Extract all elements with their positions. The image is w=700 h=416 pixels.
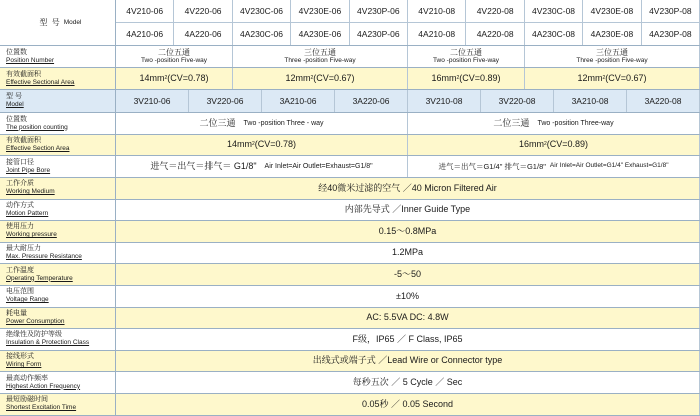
spec-label [0, 178, 116, 199]
area-4v-label [0, 68, 116, 89]
model-grid [116, 0, 700, 45]
area-value: 14mm [139, 72, 165, 83]
label-zh: 最大耐压力 [6, 245, 41, 253]
spec-row [0, 200, 700, 222]
port-label [0, 156, 116, 177]
model-cell: 4A220-08 [466, 23, 524, 45]
model-cell: 3A210-06 [262, 90, 335, 112]
spec-label [0, 394, 116, 415]
spec-value: 1.2MPa [116, 243, 700, 264]
area-cell [408, 68, 525, 89]
model-cell: 4A230E-06 [291, 23, 349, 45]
label-zh: 有效截面积 [6, 137, 41, 144]
label-zh: 接线形式 [6, 353, 34, 361]
area-sup: 2 [602, 74, 606, 81]
spec-label [0, 308, 116, 329]
model-cell: 4V220-08 [466, 0, 524, 22]
spec-row [0, 329, 700, 351]
area-cv: (CV=0.89) [459, 72, 501, 83]
spec-row [0, 286, 700, 308]
model-label-en: Model [63, 18, 82, 26]
label-zh: 绝缘性及防护等级 [6, 331, 62, 339]
position-zh: 二位五通 [158, 48, 190, 57]
spec-value: 0.15～0.8MPa [116, 221, 700, 242]
area-value: 14mm [226, 139, 252, 150]
spec-row [0, 351, 700, 373]
position-cell [233, 46, 408, 67]
area-sup: 2 [543, 141, 547, 148]
area-cv: (CV=0.78) [167, 72, 209, 83]
area-4v-row [0, 68, 700, 90]
model-cell: 4A230P-06 [350, 23, 408, 45]
position-cell [116, 46, 233, 67]
position-4v-row [0, 46, 700, 68]
label-en: Operating Temperature [6, 274, 73, 282]
label-en: Working pressure [6, 231, 57, 239]
model-cell: 4V210-06 [116, 0, 174, 22]
label-en: Position Number [6, 56, 55, 64]
area-cell [525, 68, 700, 89]
model-cell: 4V230C-06 [233, 0, 291, 22]
label-en: Model [6, 101, 24, 108]
area-sup: 2 [310, 74, 314, 81]
spec-row [0, 372, 700, 394]
area-sup: 2 [164, 74, 168, 81]
area-value: 12mm [285, 72, 311, 83]
model-cell: 3V210-08 [408, 90, 481, 112]
spec-label [0, 286, 116, 307]
port-cell-08 [408, 156, 700, 177]
model-header-row [0, 0, 700, 46]
label-en: Working Medium [6, 188, 55, 196]
model-cell: 4V230C-08 [525, 0, 583, 22]
label-en: Highest Action Frequency [6, 382, 81, 390]
label-zh: 最高动作频率 [6, 374, 48, 382]
spec-value: ±10% [116, 286, 700, 307]
area-sup: 2 [251, 141, 255, 148]
model-cell: 4A230C-08 [525, 23, 583, 45]
model-cell: 4V210-08 [408, 0, 466, 22]
label-zh: 耗电量 [6, 309, 27, 317]
label-zh: 最短励磁时间 [6, 396, 48, 404]
spec-row [0, 264, 700, 286]
area-3v-label [0, 135, 116, 155]
position-zh: 二位三通 [493, 117, 530, 128]
model-cell: 3V220-08 [481, 90, 554, 112]
label-zh: 使用压力 [6, 223, 34, 231]
port-note: Air Inlet=Air Outlet=G1/4" Exhaust=G1/8" [549, 162, 669, 170]
label-zh: 型 号 [6, 93, 22, 100]
spec-row [0, 178, 700, 200]
area-cv: (CV=0.89) [546, 139, 589, 150]
label-en: Effective Sectional Area [6, 78, 75, 86]
label-zh: 动作方式 [6, 201, 34, 209]
position-3v-label [0, 113, 116, 134]
area-value: 12mm [577, 72, 603, 83]
port-main: 进气＝出气＝排气＝ G1/8" [150, 160, 257, 171]
area-sup: 2 [456, 74, 460, 81]
model-cell: 4A220-06 [174, 23, 232, 45]
position-cell [116, 113, 408, 134]
position-en: Two -position Five-way [140, 57, 208, 64]
label-zh: 位置数 [6, 115, 27, 123]
model-cell: 3V220-06 [189, 90, 262, 112]
model-cell: 4V230E-06 [291, 0, 349, 22]
area-cv: (CV=0.78) [254, 139, 297, 150]
model-cell: 3A210-08 [554, 90, 627, 112]
position-4v-label [0, 46, 116, 67]
model-cell: 3V210-06 [116, 90, 189, 112]
label-zh: 电压范围 [6, 288, 34, 296]
spec-label [0, 200, 116, 221]
label-en: Power Consumption [6, 317, 65, 325]
area-cell [233, 68, 408, 89]
model-cell: 4V230E-08 [583, 0, 641, 22]
spec-label [0, 264, 116, 285]
position-cell [525, 46, 700, 67]
spec-label [0, 351, 116, 372]
port-main: 进气＝出气＝G1/4" 排气＝G1/8" [438, 161, 546, 171]
position-zh: 三位五通 [304, 48, 336, 57]
label-en: Motion Pattern [6, 209, 49, 217]
model-cell: 4A210-06 [116, 23, 174, 45]
area-value: 16mm [518, 139, 544, 150]
spec-label [0, 243, 116, 264]
area-cell [116, 68, 233, 89]
position-en: Two -position Five-way [432, 57, 500, 64]
area-cv: (CV=0.67) [605, 72, 647, 83]
port-cell-06 [116, 156, 408, 177]
model-3v-row [0, 90, 700, 113]
model-cell: 3A220-06 [335, 90, 408, 112]
label-en: Joint Pipe Bore [6, 166, 51, 174]
spec-value: AC: 5.5VA DC: 4.8W [116, 308, 700, 329]
model-cell: 3A220-08 [627, 90, 700, 112]
position-en: Two -position Three - way [243, 119, 324, 127]
model-cell: 4A230E-08 [583, 23, 641, 45]
area-cell [116, 135, 408, 155]
model-cell: 4A230C-06 [233, 23, 291, 45]
model-cell: 4V230P-08 [642, 0, 700, 22]
position-3v-row [0, 113, 700, 135]
model-cell: 4V230P-06 [350, 0, 408, 22]
position-zh: 三位五通 [596, 48, 628, 57]
spec-value: -5～50 [116, 264, 700, 285]
area-3v-row [0, 135, 700, 156]
port-row [0, 156, 700, 178]
spec-value: 经40微米过滤的空气 ／40 Micron Filtered Air [116, 178, 700, 199]
label-en: Shortest Excitation Time [6, 404, 77, 412]
port-note: Air Inlet=Air Outlet=Exhaust=G1/8" [264, 162, 373, 170]
spec-label [0, 329, 116, 350]
spec-value: 内部先导式 ／Inner Guide Type [116, 200, 700, 221]
position-en: Two -position Three-way [537, 119, 614, 127]
model-cell: 4A230P-08 [642, 23, 700, 45]
label-zh: 工作介质 [6, 180, 34, 188]
spec-label [0, 221, 116, 242]
label-en: Voltage Range [6, 296, 49, 304]
position-en: Three -position Five-way [576, 57, 648, 64]
label-en: Wiring Form [6, 361, 42, 369]
model-label-zh: 型 号 [39, 17, 61, 27]
label-zh: 工作温度 [6, 266, 34, 274]
model-cell: 4V220-06 [174, 0, 232, 22]
spec-value: F级，IP65 ／ F Class, IP65 [116, 329, 700, 350]
position-zh: 二位三通 [199, 117, 236, 128]
spec-label [0, 372, 116, 393]
model-3v-label [0, 90, 116, 112]
area-value: 16mm [431, 72, 457, 83]
label-zh: 有效截面积 [6, 70, 41, 78]
label-en: Max. Pressure Resistance [6, 253, 82, 261]
model-label [0, 0, 116, 45]
position-zh: 二位五通 [450, 48, 482, 57]
label-zh: 接管口径 [6, 158, 34, 166]
label-en: Effective Section Area [6, 145, 70, 152]
spec-value: 0.05秒 ／ 0.05 Second [116, 394, 700, 415]
position-en: Three -position Five-way [284, 57, 356, 64]
spec-row [0, 221, 700, 243]
area-cv: (CV=0.67) [313, 72, 355, 83]
spec-value: 每秒五次 ／ 5 Cycle ／ Sec [116, 372, 700, 393]
spec-value: 出线式或端子式 ／Lead Wire or Connector type [116, 351, 700, 372]
position-cell [408, 113, 700, 134]
model-cell: 4A210-08 [408, 23, 466, 45]
spec-row [0, 308, 700, 330]
label-en: The position counting [6, 123, 68, 131]
area-cell [408, 135, 700, 155]
label-en: Insulation & Protection Class [6, 339, 90, 347]
spec-row [0, 243, 700, 265]
position-cell [408, 46, 525, 67]
label-zh: 位置数 [6, 48, 27, 56]
spec-row [0, 394, 700, 416]
